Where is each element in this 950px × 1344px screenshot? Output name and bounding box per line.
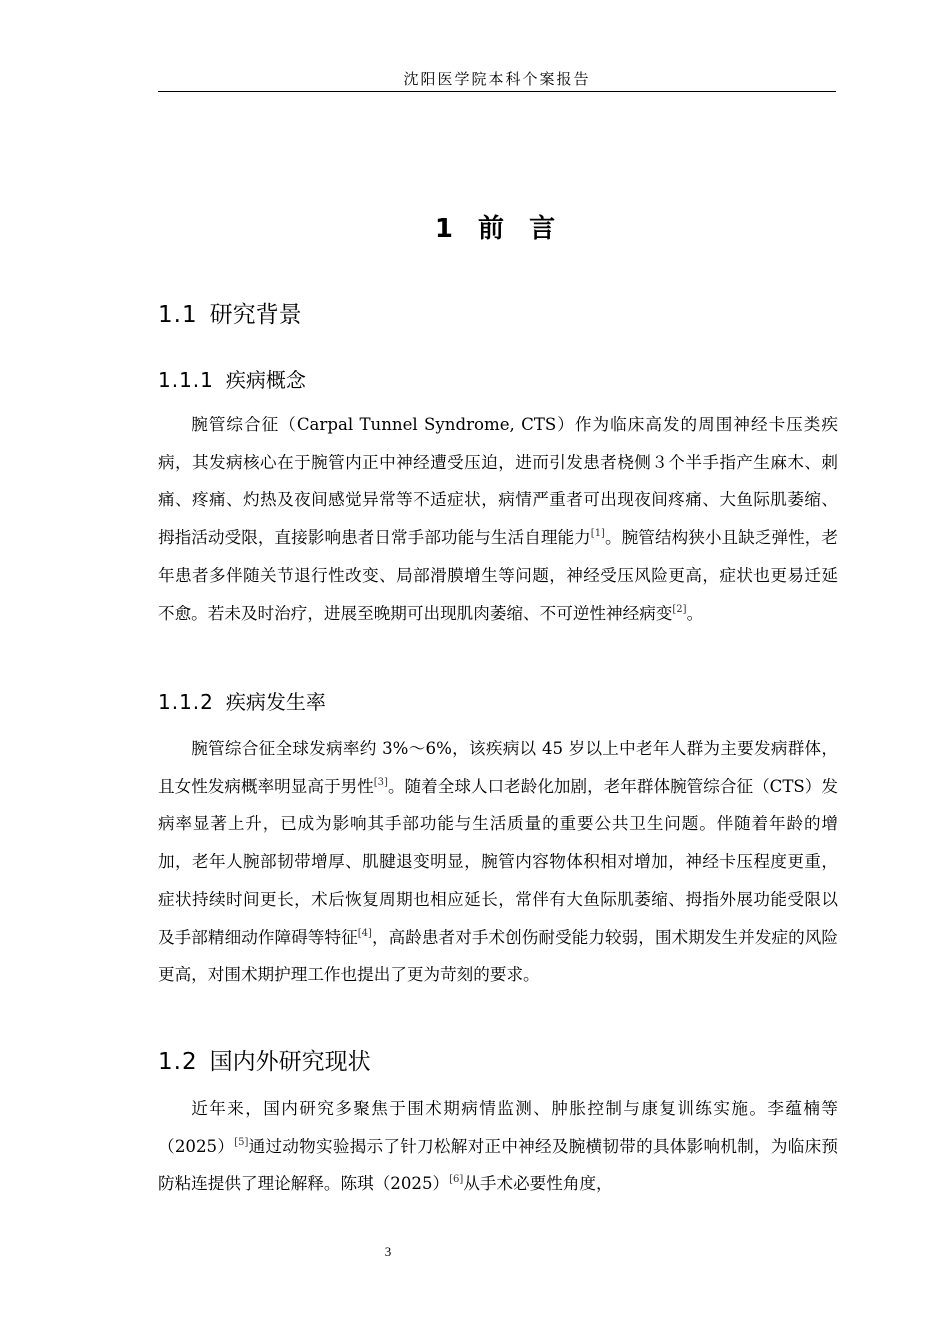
- section-number: 1.1.2: [158, 690, 214, 714]
- chapter-title: [158, 208, 836, 245]
- text-run: ，高龄患者对手术创伤耐受能力较弱，围术期发生并发症的风险更高，对围术期护理工作也提出了更为苛刻的要求。: [158, 927, 838, 985]
- chapter-title-text: 前 言: [478, 214, 560, 244]
- heading-1-1: [158, 296, 302, 329]
- section-title: 研究背景: [209, 302, 302, 328]
- section-number: 1.1: [158, 302, 198, 328]
- heading-1-1-1: [158, 364, 306, 393]
- paragraph-incidence: [158, 730, 838, 994]
- section-number: 1.1.1: [158, 368, 214, 392]
- text-run: 通过动物实验揭示了针刀松解对正中神经及腕横韧带的具体影响机制，为临床预防粘连提供了理论解释。陈琪（2025）: [158, 1136, 839, 1194]
- section-title: 国内外研究现状: [209, 1049, 371, 1075]
- text-run: 腕管综合征（Carpal Tunnel Syndrome, CTS）作为临床高发的周围神经卡压类疾病，其发病核心在于腕管内正中神经遭受压迫，进而引发患者桡侧３个半手指产生麻木、刺痛、疼痛、灼热及夜间感觉异常等不适症状，病情严重者可出现夜间疼痛、大鱼际肌萎缩、拇指活动受限，直接影响患者日常手部功能与生活自理能力: [158, 415, 838, 548]
- text-run: 腕管综合征全球发病率约 3%～6%，该疾病以 45 岁以上中老年人群为主要发病群体，且女性发病概率明显高于男性: [158, 739, 838, 796]
- text-run: 。随着全球人口老龄化加剧，老年群体腕管综合征（CTS）发病率显著上升，已成为影响其手部功能与生活质量的重要公共卫生问题。伴随着年龄的增加，老年人腕部韧带增厚、肌腱退变明显，腕管内容物体积相对增加，神经卡压程度更重，症状持续时间更长，术后恢复周期也相应延长，常伴有大鱼际肌萎缩、拇指外展功能受限以及手部精细动作障碍等特征: [158, 776, 838, 947]
- heading-1-1-2: [158, 686, 326, 715]
- header-rule: [158, 91, 836, 92]
- citation-ref: [5]: [234, 1136, 249, 1148]
- citation-ref: [3]: [373, 776, 388, 788]
- citation-ref: [4]: [357, 927, 372, 939]
- page-number: 3: [384, 1244, 392, 1259]
- citation-ref: [1]: [590, 528, 605, 540]
- citation-ref: [2]: [672, 603, 687, 615]
- paragraph-research-status: [158, 1090, 838, 1203]
- paragraph-disease-concept: [158, 406, 838, 632]
- citation-ref: [6]: [449, 1174, 464, 1186]
- running-header: 沈阳医学院本科个案报告: [403, 70, 591, 88]
- text-run: 。腕管结构狭小且缺乏弹性，老年患者多伴随关节退行性改变、局部滑膜增生等问题，神经受压风险更高，症状也更易迁延不愈。若未及时治疗，进展至晚期可出现肌肉萎缩、不可逆性神经病变: [158, 528, 839, 623]
- heading-1-2: [158, 1043, 371, 1076]
- chapter-number: 1: [434, 214, 457, 244]
- section-title: 疾病发生率: [225, 690, 326, 714]
- section-number: 1.2: [158, 1049, 198, 1075]
- text-run: 。: [686, 603, 704, 623]
- section-title: 疾病概念: [225, 368, 306, 392]
- text-run: 近年来，国内研究多聚焦于围术期病情监测、肿胀控制与康复训练实施。李蕴楠等（2025）: [158, 1099, 838, 1156]
- text-run: 从手术必要性角度，: [463, 1174, 613, 1194]
